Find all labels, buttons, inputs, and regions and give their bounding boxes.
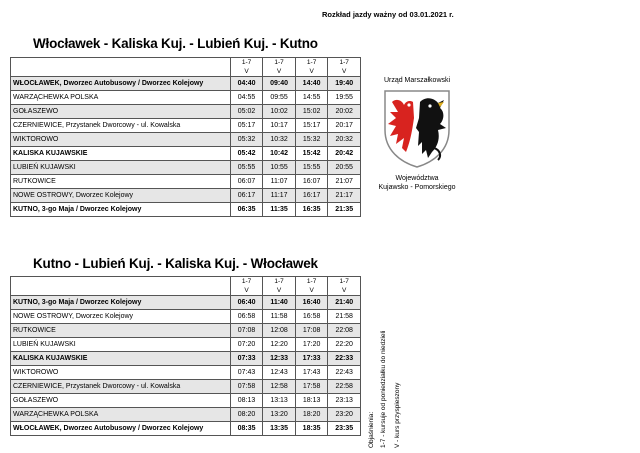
stop-name: WŁOCŁAWEK, Dworzec Autobusowy / Dworzec Kolejowy (11, 77, 231, 91)
departure-time: 16:40 (295, 296, 328, 310)
departure-time: 20:17 (328, 119, 361, 133)
notes-title: Objaśnienia: (368, 411, 375, 448)
timetable-1 (10, 57, 361, 217)
departure-time: 07:08 (230, 324, 263, 338)
departure-time: 10:17 (263, 119, 296, 133)
departure-time: 18:13 (295, 394, 328, 408)
departure-time: 17:58 (295, 380, 328, 394)
header-blank-cell (11, 58, 231, 68)
header-cell: V (230, 286, 263, 296)
header-cell: 1-7 (230, 277, 263, 287)
departure-time: 17:20 (295, 338, 328, 352)
stop-name: LUBIEŃ KUJAWSKI (11, 338, 231, 352)
table-row (11, 91, 361, 105)
departure-time: 20:02 (328, 105, 361, 119)
header-cell: V (295, 286, 328, 296)
route-title-1: Włocławek - Kaliska Kuj. - Lubień Kuj. - Kutno (33, 36, 318, 51)
departure-time: 05:32 (230, 133, 263, 147)
table-row (11, 394, 361, 408)
departure-time: 11:40 (263, 296, 296, 310)
stop-name: WIKTOROWO (11, 133, 231, 147)
departure-time: 07:58 (230, 380, 263, 394)
departure-time: 13:35 (263, 422, 296, 436)
stop-name: GOŁASZEWO (11, 105, 231, 119)
departure-time: 07:43 (230, 366, 263, 380)
departure-time: 22:43 (328, 366, 361, 380)
departure-time: 15:32 (295, 133, 328, 147)
departure-time: 08:13 (230, 394, 263, 408)
departure-time: 07:33 (230, 352, 263, 366)
departure-time: 23:20 (328, 408, 361, 422)
header-cell: 1-7 (328, 277, 361, 287)
header-cell: V (263, 67, 296, 77)
stop-name: KUTNO, 3-go Maja / Dworzec Kolejowy (11, 203, 231, 217)
header-cell: V (295, 67, 328, 77)
table-row (11, 310, 361, 324)
departure-time: 11:35 (263, 203, 296, 217)
stop-name: CZERNIEWICE, Przystanek Dworcowy - ul. Kowalska (11, 380, 231, 394)
stop-name: WARZĄCHEWKA POLSKA (11, 408, 231, 422)
departure-time: 22:58 (328, 380, 361, 394)
table-row (11, 161, 361, 175)
emblem-bottom-line-1: Województwa (395, 175, 439, 182)
timetable-2 (10, 276, 361, 436)
table-row (11, 366, 361, 380)
header-cell: 1-7 (295, 277, 328, 287)
departure-time: 19:40 (328, 77, 361, 91)
departure-time: 23:35 (328, 422, 361, 436)
departure-time: 12:33 (263, 352, 296, 366)
header-cell: 1-7 (230, 58, 263, 68)
departure-time: 21:17 (328, 189, 361, 203)
departure-time: 12:08 (263, 324, 296, 338)
header-cell: V (230, 67, 263, 77)
departure-time: 16:35 (295, 203, 328, 217)
header-cell: 1-7 (263, 58, 296, 68)
departure-time: 14:40 (295, 77, 328, 91)
departure-time: 22:33 (328, 352, 361, 366)
departure-time: 20:32 (328, 133, 361, 147)
departure-time: 15:02 (295, 105, 328, 119)
departure-time: 18:35 (295, 422, 328, 436)
departure-time: 22:20 (328, 338, 361, 352)
header-cell: 1-7 (328, 58, 361, 68)
notes-line-1: 1-7 - kursuje od poniedziałku do niedzieli (380, 330, 387, 448)
stop-name: NOWE OSTROWY, Dworzec Kolejowy (11, 189, 231, 203)
departure-time: 06:17 (230, 189, 263, 203)
departure-time: 12:20 (263, 338, 296, 352)
table-row (11, 296, 361, 310)
departure-time: 05:42 (230, 147, 263, 161)
departure-time: 21:07 (328, 175, 361, 189)
table-row (11, 408, 361, 422)
departure-time: 20:55 (328, 161, 361, 175)
emblem-bottom-line-2: Kujawsko - Pomorskiego (378, 184, 456, 191)
header-blank-cell (11, 67, 231, 77)
stop-name: WARZĄCHEWKA POLSKA (11, 91, 231, 105)
table-row (11, 203, 361, 217)
departure-time: 16:17 (295, 189, 328, 203)
stop-name: KALISKA KUJAWSKIE (11, 147, 231, 161)
departure-time: 10:02 (263, 105, 296, 119)
departure-time: 23:13 (328, 394, 361, 408)
stop-name: WŁOCŁAWEK, Dworzec Autobusowy / Dworzec Kolejowy (11, 422, 231, 436)
departure-time: 14:55 (295, 91, 328, 105)
header-cell: V (328, 67, 361, 77)
table-row (11, 324, 361, 338)
header-blank-cell (11, 286, 231, 296)
table-row (11, 119, 361, 133)
table-row (11, 77, 361, 91)
table-row (11, 175, 361, 189)
departure-time: 05:55 (230, 161, 263, 175)
departure-time: 11:07 (263, 175, 296, 189)
header-blank-cell (11, 277, 231, 287)
timetable-header-days (11, 58, 361, 68)
emblem-block (367, 77, 467, 192)
header-cell: 1-7 (263, 277, 296, 287)
timetable-header-mark (11, 67, 361, 77)
departure-time: 17:08 (295, 324, 328, 338)
departure-time: 21:35 (328, 203, 361, 217)
departure-time: 04:55 (230, 91, 263, 105)
stop-name: KUTNO, 3-go Maja / Dworzec Kolejowy (11, 296, 231, 310)
stop-name: LUBIEŃ KUJAWSKI (11, 161, 231, 175)
notes-line-2: V - kurs przyspieszony (394, 382, 401, 448)
departure-time: 21:58 (328, 310, 361, 324)
validity-note: Rozkład jazdy ważny od 03.01.2021 r. (322, 10, 454, 19)
departure-time: 05:17 (230, 119, 263, 133)
table-row (11, 422, 361, 436)
stop-name: WIKTOROWO (11, 366, 231, 380)
stop-name: RUTKOWICE (11, 324, 231, 338)
table-row (11, 133, 361, 147)
notes-legend (366, 300, 416, 450)
emblem-bottom-label (367, 174, 467, 192)
departure-time: 05:02 (230, 105, 263, 119)
departure-time: 06:07 (230, 175, 263, 189)
departure-time: 13:13 (263, 394, 296, 408)
departure-time: 18:20 (295, 408, 328, 422)
departure-time: 09:55 (263, 91, 296, 105)
header-cell: V (263, 286, 296, 296)
departure-time: 11:17 (263, 189, 296, 203)
departure-time: 06:58 (230, 310, 263, 324)
stop-name: KALISKA KUJAWSKIE (11, 352, 231, 366)
departure-time: 10:42 (263, 147, 296, 161)
departure-time: 15:17 (295, 119, 328, 133)
departure-time: 17:33 (295, 352, 328, 366)
header-cell: V (328, 286, 361, 296)
departure-time: 22:08 (328, 324, 361, 338)
departure-time: 06:35 (230, 203, 263, 217)
stop-name: CZERNIEWICE, Przystanek Dworcowy - ul. Kowalska (11, 119, 231, 133)
header-cell: 1-7 (295, 58, 328, 68)
table-row (11, 352, 361, 366)
departure-time: 19:55 (328, 91, 361, 105)
coat-of-arms-icon (382, 88, 452, 170)
departure-time: 21:40 (328, 296, 361, 310)
departure-time: 06:40 (230, 296, 263, 310)
departure-time: 04:40 (230, 77, 263, 91)
table-row (11, 338, 361, 352)
stop-name: RUTKOWICE (11, 175, 231, 189)
departure-time: 17:43 (295, 366, 328, 380)
table-row (11, 380, 361, 394)
departure-time: 15:42 (295, 147, 328, 161)
timetable-header-mark (11, 286, 361, 296)
timetable-header-days (11, 277, 361, 287)
departure-time: 10:55 (263, 161, 296, 175)
departure-time: 13:20 (263, 408, 296, 422)
route-title-2: Kutno - Lubień Kuj. - Kaliska Kuj. - Włocławek (33, 256, 318, 271)
stop-name: GOŁASZEWO (11, 394, 231, 408)
departure-time: 10:32 (263, 133, 296, 147)
table-row (11, 147, 361, 161)
departure-time: 20:42 (328, 147, 361, 161)
emblem-top-label: Urząd Marszałkowski (383, 77, 451, 84)
departure-time: 11:58 (263, 310, 296, 324)
table-row (11, 105, 361, 119)
departure-time: 07:20 (230, 338, 263, 352)
departure-time: 15:55 (295, 161, 328, 175)
departure-time: 08:20 (230, 408, 263, 422)
table-row (11, 189, 361, 203)
stop-name: NOWE OSTROWY, Dworzec Kolejowy (11, 310, 231, 324)
departure-time: 16:58 (295, 310, 328, 324)
departure-time: 09:40 (263, 77, 296, 91)
departure-time: 16:07 (295, 175, 328, 189)
departure-time: 08:35 (230, 422, 263, 436)
departure-time: 12:58 (263, 380, 296, 394)
departure-time: 12:43 (263, 366, 296, 380)
